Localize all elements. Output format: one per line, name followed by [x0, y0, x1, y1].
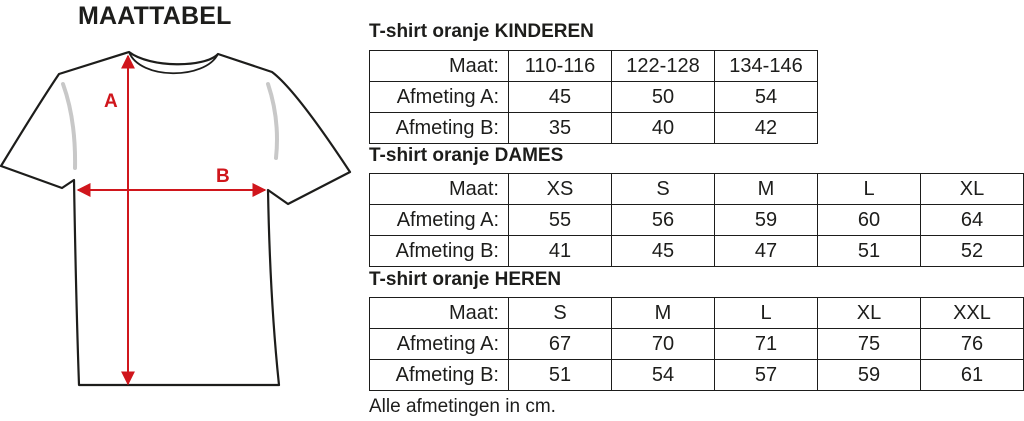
value-cell: 47	[715, 236, 818, 267]
size-cell: XL	[921, 174, 1024, 205]
size-table-heren	[369, 297, 1024, 391]
row-header: Maat:	[370, 51, 509, 82]
table-row	[370, 51, 818, 82]
value-cell: 52	[921, 236, 1024, 267]
value-cell: 40	[612, 113, 715, 144]
section-title-heren: T-shirt oranje HEREN	[369, 269, 562, 290]
size-cell: L	[818, 174, 921, 205]
row-header: Maat:	[370, 174, 509, 205]
size-cell: M	[715, 174, 818, 205]
size-cell: XL	[818, 298, 921, 329]
value-cell: 64	[921, 205, 1024, 236]
value-cell: 56	[612, 205, 715, 236]
table-row	[370, 174, 1024, 205]
value-cell: 59	[818, 360, 921, 391]
row-header: Afmeting B:	[370, 113, 509, 144]
label-b: B	[216, 166, 230, 187]
value-cell: 60	[818, 205, 921, 236]
row-header: Maat:	[370, 298, 509, 329]
value-cell: 50	[612, 82, 715, 113]
value-cell: 41	[509, 236, 612, 267]
value-cell: 35	[509, 113, 612, 144]
value-cell: 54	[612, 360, 715, 391]
value-cell: 59	[715, 205, 818, 236]
value-cell: 57	[715, 360, 818, 391]
row-header: Afmeting A:	[370, 82, 509, 113]
size-cell: S	[509, 298, 612, 329]
table-row	[370, 205, 1024, 236]
value-cell: 70	[612, 329, 715, 360]
table-row	[370, 82, 818, 113]
size-cell: 122-128	[612, 51, 715, 82]
size-cell: 110-116	[509, 51, 612, 82]
row-header: Afmeting A:	[370, 205, 509, 236]
value-cell: 61	[921, 360, 1024, 391]
value-cell: 54	[715, 82, 818, 113]
size-cell: M	[612, 298, 715, 329]
tshirt-diagram	[0, 30, 360, 392]
table-row	[370, 329, 1024, 360]
table-row	[370, 298, 1024, 329]
footnote: Alle afmetingen in cm.	[369, 396, 556, 417]
table-row	[370, 236, 1024, 267]
row-header: Afmeting A:	[370, 329, 509, 360]
value-cell: 42	[715, 113, 818, 144]
size-cell: S	[612, 174, 715, 205]
row-header: Afmeting B:	[370, 360, 509, 391]
size-cell: XXL	[921, 298, 1024, 329]
size-cell: L	[715, 298, 818, 329]
section-title-kinderen: T-shirt oranje KINDEREN	[369, 21, 594, 42]
value-cell: 51	[818, 236, 921, 267]
value-cell: 71	[715, 329, 818, 360]
page-title: MAATTABEL	[78, 2, 232, 30]
section-title-dames: T-shirt oranje DAMES	[369, 145, 564, 166]
size-table-kinderen	[369, 50, 818, 144]
label-a: A	[104, 91, 118, 112]
value-cell: 76	[921, 329, 1024, 360]
size-cell: XS	[509, 174, 612, 205]
value-cell: 75	[818, 329, 921, 360]
row-header: Afmeting B:	[370, 236, 509, 267]
size-cell: 134-146	[715, 51, 818, 82]
value-cell: 67	[509, 329, 612, 360]
value-cell: 45	[509, 82, 612, 113]
table-row	[370, 113, 818, 144]
value-cell: 45	[612, 236, 715, 267]
size-table-dames	[369, 173, 1024, 267]
table-row	[370, 360, 1024, 391]
value-cell: 51	[509, 360, 612, 391]
value-cell: 55	[509, 205, 612, 236]
tshirt-outline	[1, 52, 350, 385]
